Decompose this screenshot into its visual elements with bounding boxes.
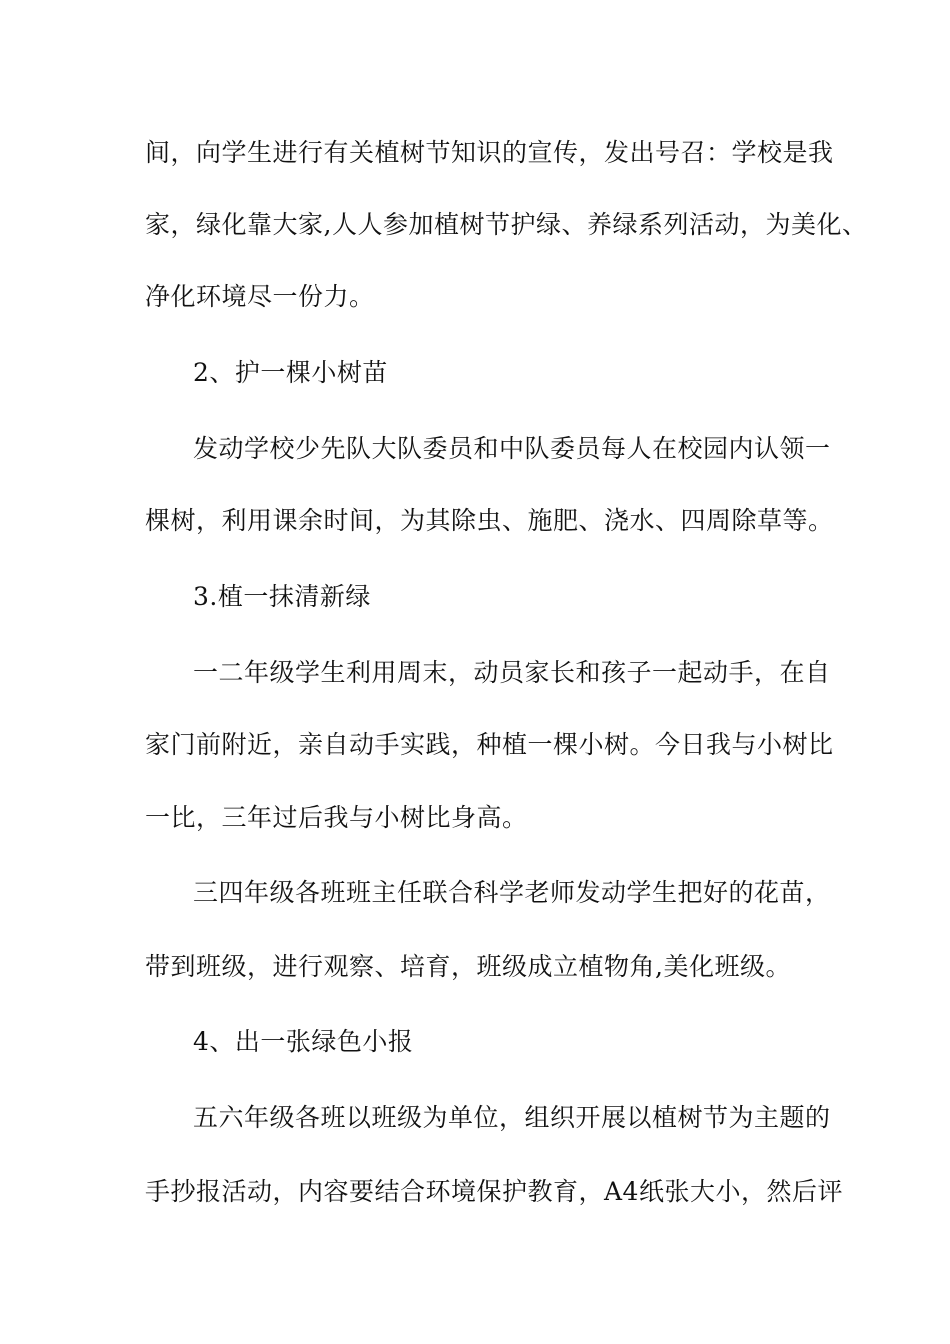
paragraph-line: 间，向学生进行有关植树节知识的宣传，发出号召：学校是我 bbox=[145, 138, 834, 167]
paragraph-line: 家，绿化靠大家,人人参加植树节护绿、养绿系列活动，为美化、 bbox=[145, 210, 868, 239]
section-heading: 2、护一棵小树苗 bbox=[193, 358, 388, 387]
paragraph-line: 净化环境尽一份力。 bbox=[145, 282, 375, 311]
paragraph-line: 手抄报活动，内容要结合环境保护教育，A4纸张大小，然后评 bbox=[145, 1177, 843, 1206]
paragraph-line: 棵树，利用课余时间，为其除虫、施肥、浇水、四周除草等。 bbox=[145, 506, 834, 535]
paragraph-line: 带到班级，进行观察、培育，班级成立植物角,美化班级。 bbox=[145, 952, 791, 981]
section-heading: 4、出一张绿色小报 bbox=[193, 1027, 414, 1056]
paragraph-line: 一二年级学生利用周末，动员家长和孩子一起动手，在自 bbox=[193, 658, 831, 687]
section-heading: 3.植一抹清新绿 bbox=[193, 582, 371, 611]
paragraph-line: 三四年级各班班主任联合科学老师发动学生把好的花苗， bbox=[193, 878, 831, 907]
paragraph-line: 一比，三年过后我与小树比身高。 bbox=[145, 803, 528, 832]
paragraph-line: 五六年级各班以班级为单位，组织开展以植树节为主题的 bbox=[193, 1103, 831, 1132]
paragraph-line: 发动学校少先队大队委员和中队委员每人在校园内认领一 bbox=[193, 434, 831, 463]
paragraph-line: 家门前附近，亲自动手实践，种植一棵小树。今日我与小树比 bbox=[145, 730, 834, 759]
